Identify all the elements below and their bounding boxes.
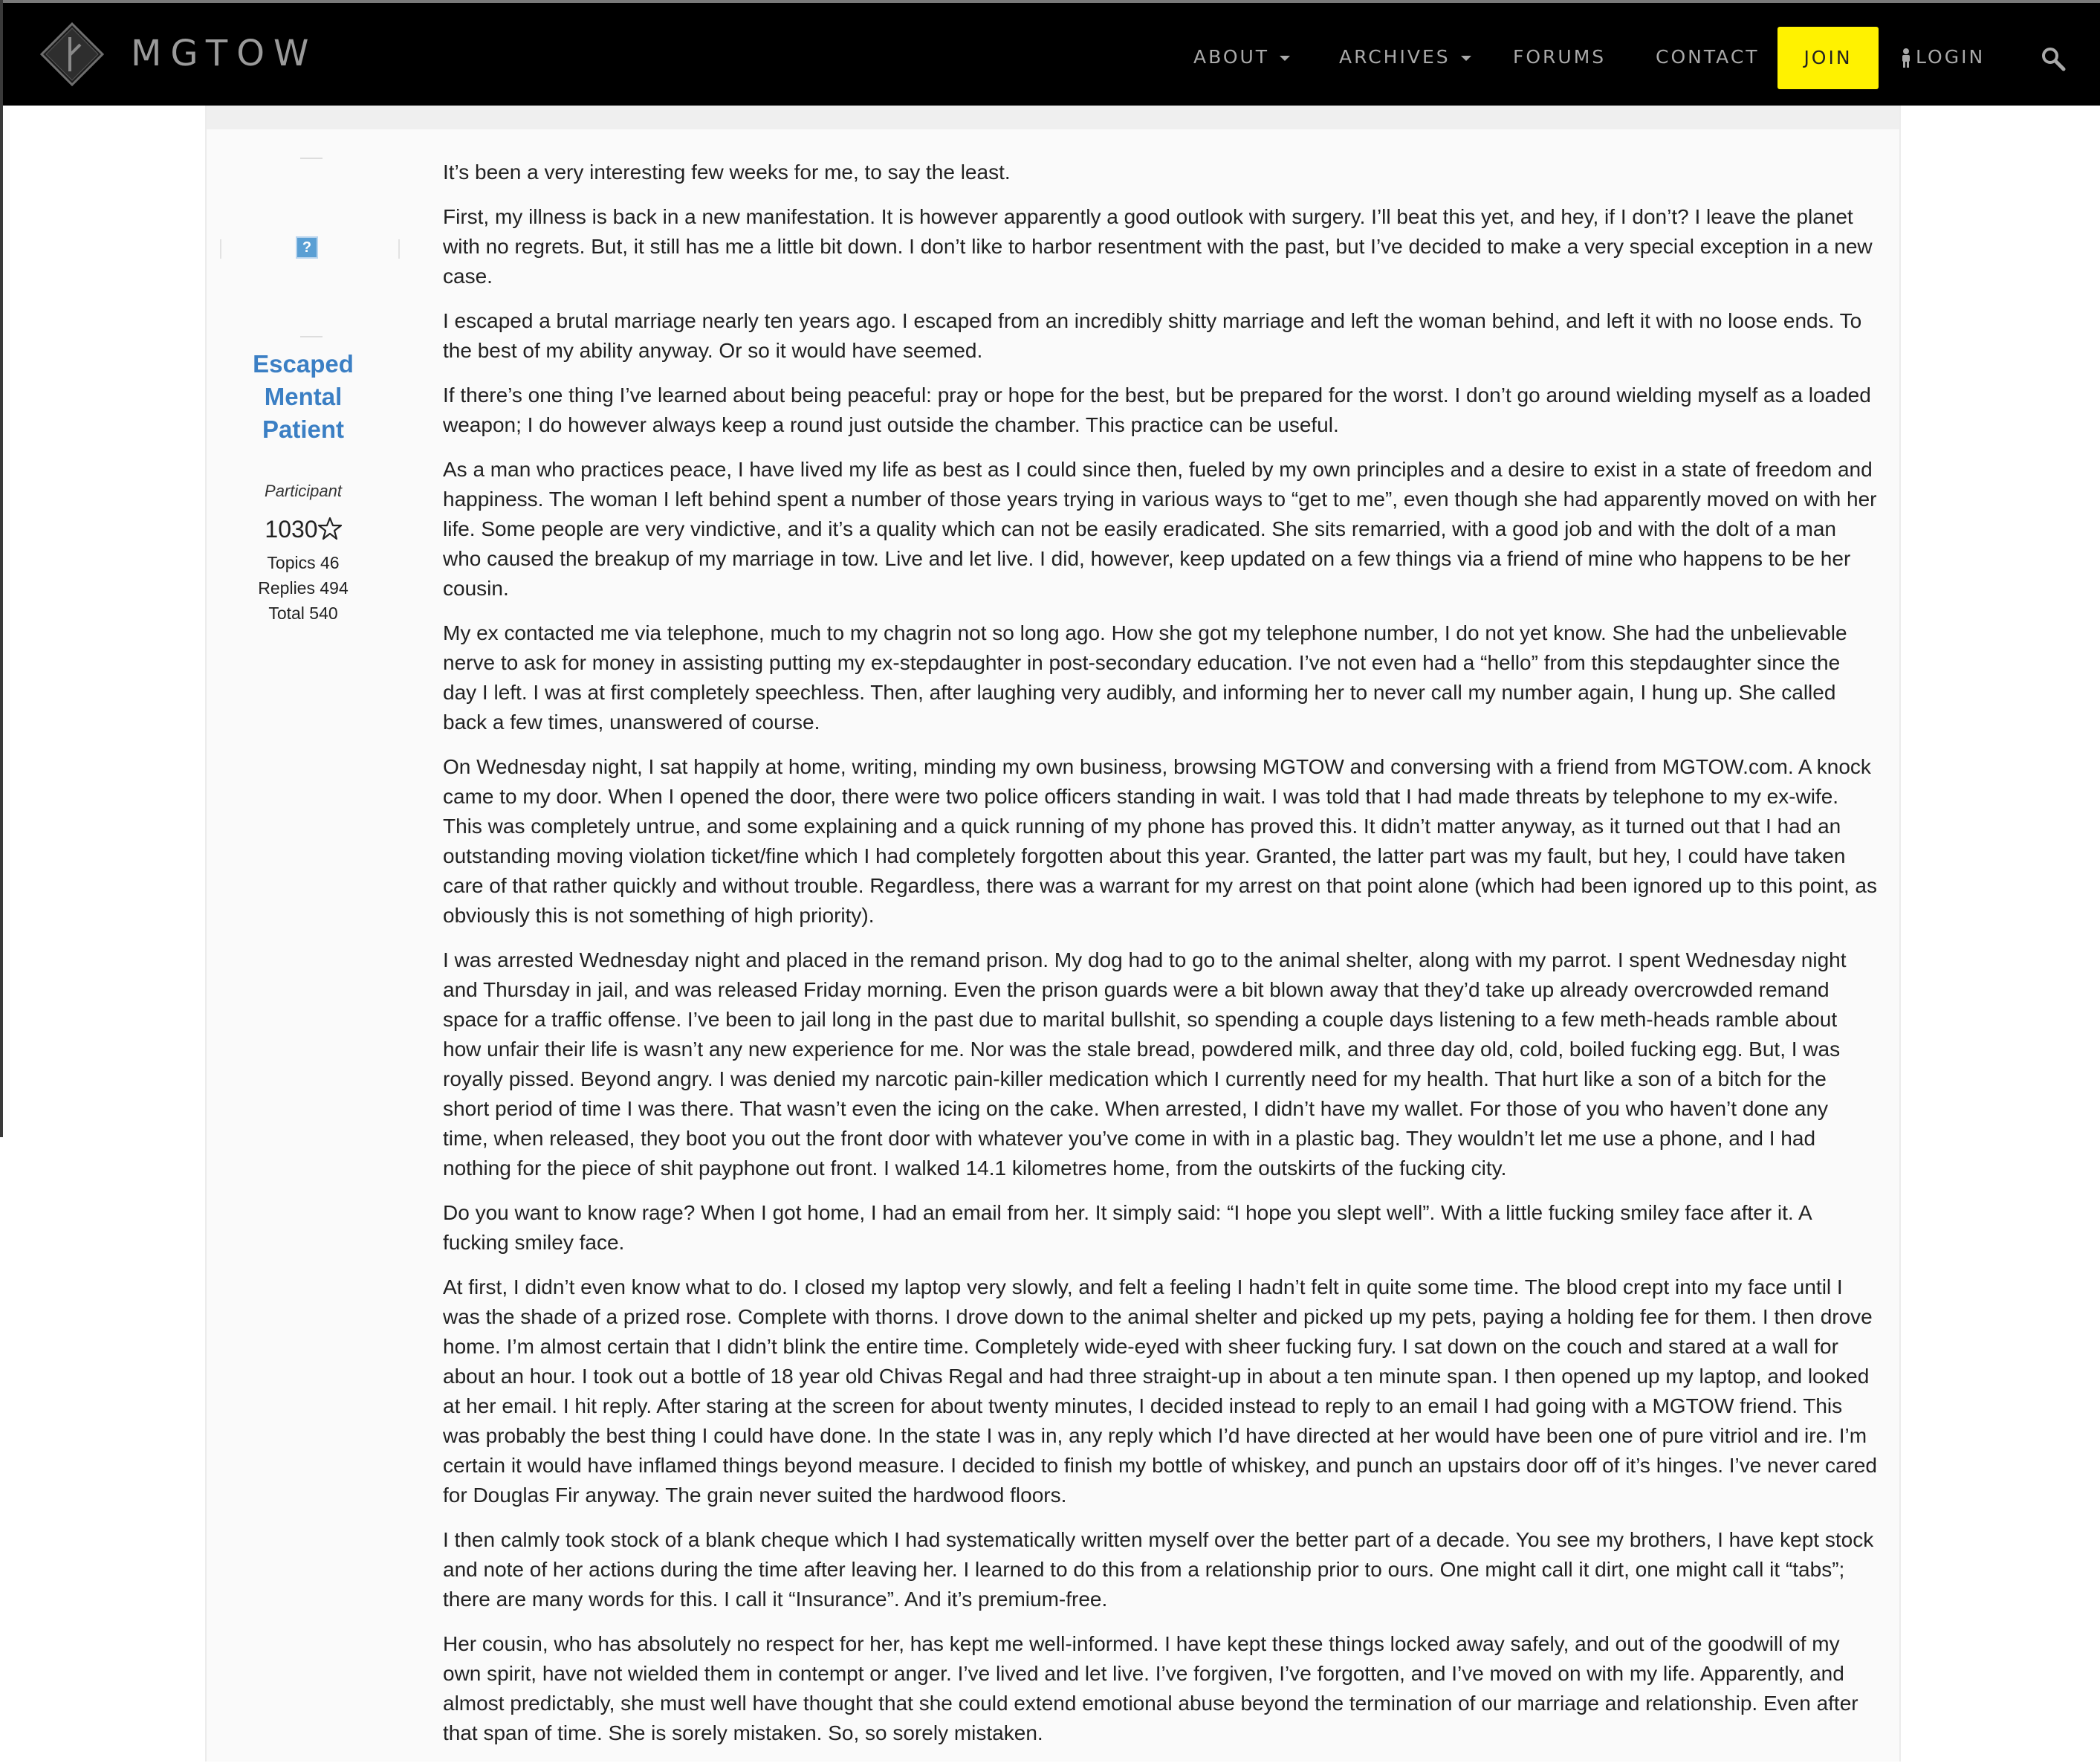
- post-paragraph: At first, I didn’t even know what to do. I closed my laptop very slowly, and felt a feeling I hadn’t felt in quite some time. The blood crept into my face until I was the shade of a prized rose. Complete with thorns. I drove down to the animal shelter and picked up my pets, paying a holding fee for them. I then drove home. I’m almost certain that I didn’t blink the entire time. Completely wide-eyed with sheer fucking fury. I sat down on the couch and stared at a wall for about an hour. I took out a bottle of 18 year old Chivas Regal and had three straight-up in about a ten minute span. I then opened up my laptop, and looked at her email. I hit reply. After staring at the screen for about twenty minutes, I decided instead to reply to an email I had going with a MGTOW friend. This was probably the best thing I could have done. In the state I was in, any reply which I’d have directed at her would have been one of pure vitriol and ire. I’m certain it would have inflamed things beyond measure. I decided to finish my bottle of whiskey, and punch an upstairs door off of it’s hinges. I’ve never cared for Douglas Fir anyway. The grain never suited the hardwood floors.: [443, 1275, 1877, 1507]
- nav-contact[interactable]: CONTACT: [1656, 46, 1760, 68]
- question-mark-icon[interactable]: ?: [296, 236, 318, 259]
- forum-post-panel: [205, 106, 1901, 1762]
- chevron-down-icon: [1280, 56, 1290, 61]
- author-score-value: 1030: [265, 516, 318, 543]
- panel-top-bar: [207, 106, 1899, 129]
- author-topics: Topics 46: [267, 553, 340, 572]
- post-paragraph: I escaped a brutal marriage nearly ten years ago. I escaped from an incredibly shitty marriage and left the woman behind, and left it with no loose ends. To the best of my ability anyway. Or so it would have seemed.: [443, 309, 1862, 362]
- author-score: [229, 514, 377, 544]
- avatar-border-bottom: [300, 336, 323, 337]
- post-paragraph: First, my illness is back in a new manifestation. It is however apparently a good outlook with surgery. I’ll beat this yet, and hey, if I don’t? I leave the planet with no regrets. But, it still has me a little bit down. I don’t like to harbor resentment with the past, but I’ve decided to make a very special exception in a new case.: [443, 205, 1873, 288]
- author-replies: Replies 494: [258, 578, 349, 598]
- chevron-down-icon: [1461, 56, 1471, 61]
- join-button[interactable]: JOIN: [1777, 27, 1879, 89]
- window-left-edge: [0, 0, 3, 1137]
- site-header: [3, 3, 2100, 106]
- post-paragraph: Do you want to know rage? When I got home, I had an email from her. It simply said: “I hope you slept well”. With a little fucking smiley face after it. A fucking smiley face.: [443, 1201, 1812, 1254]
- nav-about-label: ABOUT: [1193, 46, 1270, 68]
- nav-login-label: LOGIN: [1916, 46, 1986, 68]
- nav-login[interactable]: [1901, 46, 1985, 68]
- post-content: [443, 158, 1877, 1763]
- post-paragraph: I was arrested Wednesday night and placed in the remand prison. My dog had to go to the animal shelter, along with my parrot. I spent Wednesday night and Thursday in jail, and was released Friday morning. Even the prison guards were a bit blown away that they’d take up already overcrowded remand space for a traffic offense. I’ve been to jail long in the past due to marital bullshit, so spending a couple days listening to a few meth-heads ramble about how unfair their life is wasn’t any new experience for me. Nor was the stale bread, powdered milk, and three day old, cold, boiled fucking egg. But, I was royally pissed. Beyond angry. I was denied my narcotic pain-killer medication which I currently need for my health. That hurt like a son of a bitch for the short period of time I was there. That wasn’t even the icing on the cake. When arrested, I didn’t have my wallet. For those of you who haven’t done any time, when released, they boot you out the front door with whatever you’ve come in with in a plastic bag. They wouldn’t let me use a phone, and I had nothing for the piece of shit payphone out front. I walked 14.1 kilometres home, from the outskirts of the fucking city.: [443, 948, 1847, 1180]
- nav-archives[interactable]: [1339, 46, 1471, 68]
- avatar-border-right: [398, 239, 400, 259]
- nav-forums[interactable]: FORUMS: [1513, 46, 1607, 68]
- rune-diamond-logo-icon[interactable]: [40, 22, 104, 86]
- post-paragraph: It’s been a very interesting few weeks for me, to say the least.: [443, 161, 1011, 184]
- nav-archives-label: ARCHIVES: [1339, 46, 1451, 68]
- avatar-border-left: [220, 239, 221, 259]
- person-icon: [1901, 48, 1911, 68]
- post-paragraph: Her cousin, who has absolutely no respect for her, has kept me well-informed. I have kept these things locked away safely, and out of the goodwill of my own spirit, have not wielded them in contempt or anger. I’ve lived and let live. I’ve forgiven, I’ve forgotten, and I’ve moved on with my life. Apparently, and almost predictably, she must well have thought that she could extend emotional abuse beyond the termination of our marriage and relationship. Even after that span of time. She is sorely mistaken. So, so sorely mistaken.: [443, 1632, 1858, 1744]
- post-paragraph: On Wednesday night, I sat happily at home, writing, minding my own business, browsing MGTOW and conversing with a friend from MGTOW.com. A knock came to my door. When I opened the door, there were two police officers standing in wait. I was told that I had made threats by telephone to my ex-wife. This was completely untrue, and some explaining and a quick running of my phone has proved this. It didn’t matter anyway, as it turned out that I had an outstanding moving violation ticket/fine which I had completely forgotten about this year. Granted, the latter part was my fault, but hey, I could have taken care of that rather quickly and without trouble. Regardless, there was a warrant for my arrest on that point alone (which had been ignored up to this point, as obviously this is not something of high priority).: [443, 755, 1877, 927]
- avatar-border-top: [300, 158, 323, 159]
- author-total: Total 540: [268, 604, 338, 623]
- post-paragraph: My ex contacted me via telephone, much to my chagrin not so long ago. How she got my telephone number, I do not yet know. She had the unbelievable nerve to ask for money in assisting putting my ex-stepdaughter in post-secondary education. I’ve not even had a “hello” from this stepdaughter since the day I left. I was at first completely speechless. Then, after laughing very audibly, and informing her to never call my number again, I hung up. She called back a few times, unanswered of course.: [443, 621, 1847, 734]
- author-name-link[interactable]: Escaped Mental Patient: [253, 350, 354, 443]
- post-paragraph: I then calmly took stock of a blank cheque which I had systematically written myself over the better part of a decade. You see my brothers, I have kept stock and note of her actions during the time after leaving her. I learned to do this from a relationship prior to ours. One might call it dirt, one might call it “tabs”; there are many words for this. I call it “Insurance”. And it’s premium-free.: [443, 1528, 1874, 1611]
- post-paragraph: As a man who practices peace, I have lived my life as best as I could since then, fueled by my own principles and a desire to exist in a state of freedom and happiness. The woman I left behind spent a number of those years trying in various ways to “get to me”, even though she had apparently moved on with her life. Some people are very vindictive, and it’s a quality which can not be easily eradicated. She sits remarried, with a good job and with the dolt of a man who caused the breakup of my marriage in tow. Live and let live. I did, however, keep updated on a few things via a friend of mine who happens to be her cousin.: [443, 458, 1877, 600]
- brand-name[interactable]: MGTOW: [131, 33, 318, 74]
- post-paragraph: If there’s one thing I’ve learned about being peaceful: pray or hope for the best, but be prepared for the worst. I don’t go around wielding myself as a loaded weapon; I do however always keep a round just outside the chamber. This practice can be useful.: [443, 384, 1871, 436]
- star-icon: [318, 517, 342, 540]
- nav-about[interactable]: [1193, 46, 1290, 68]
- search-icon[interactable]: [2041, 46, 2066, 71]
- author-role: Participant: [265, 482, 342, 500]
